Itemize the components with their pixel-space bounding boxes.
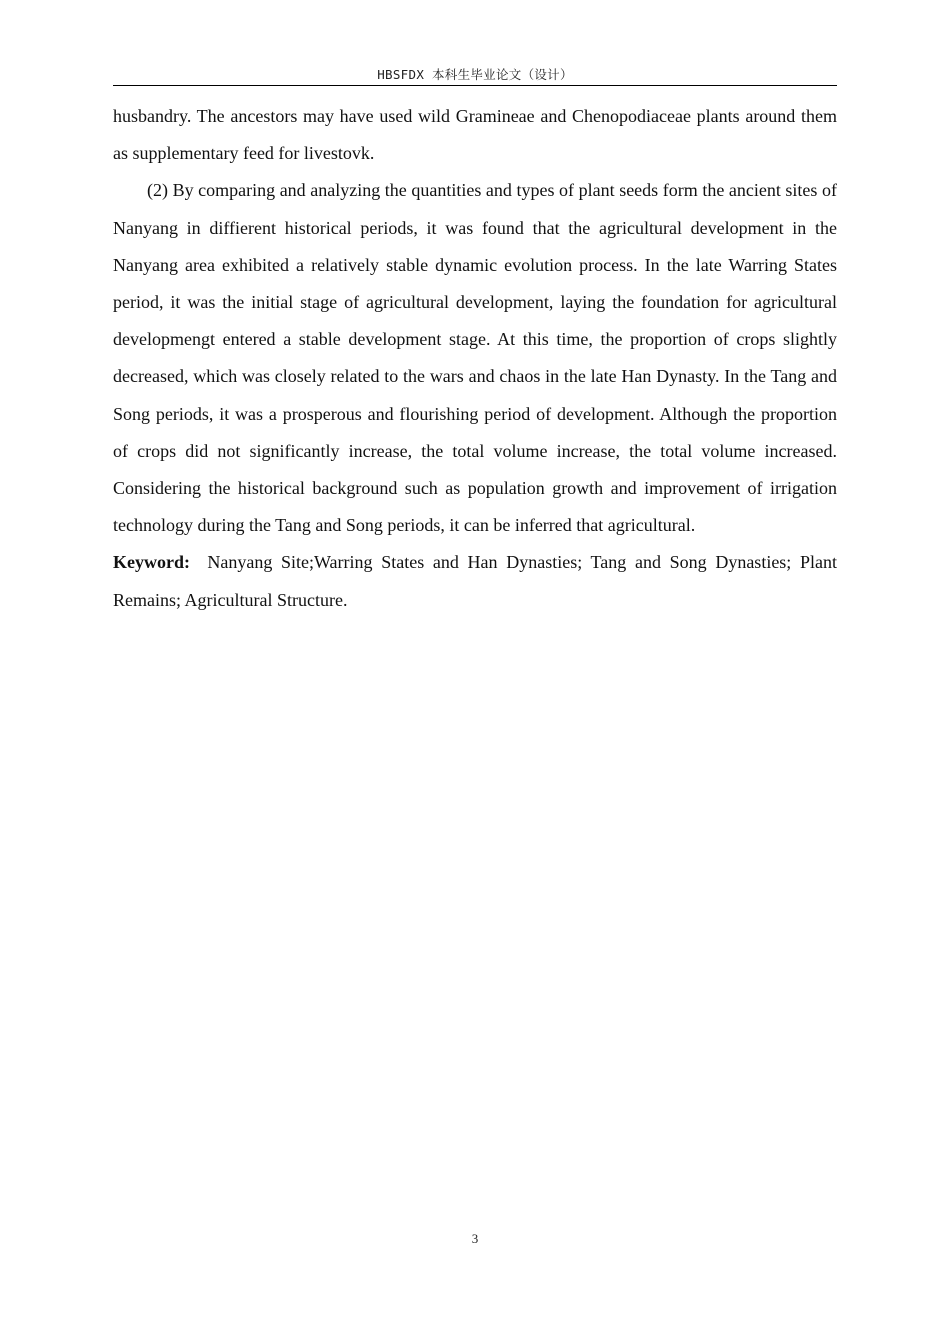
keyword-label: Keyword:: [113, 552, 190, 573]
page-number: 3: [471, 1231, 479, 1246]
paragraph-conclusion-2: (2) By comparing and analyzing the quantities and types of plant seeds form the ancient sites of Nanyang in diffierent historical periods, it was found that the agricultural development in the Nanyang area exhibited a relatively stable dynamic evolution process. In the late Warring States period, it was the initial stage of agricultural development, laying the foundation for agricultural developmengt entered a stable development stage. At this time, the proportion of crops slightly decreased, which was closely related to the wars and chaos in the late Han Dynasty. In the Tang and Song periods, it was a prosperous and flourishing period of development. Although the proportion of crops did not significantly increase, the total volume increase, the total volume increased. Considering the historical background such as population growth and improvement of irrigation technology during the Tang and Song periods, it can be inferred that agricultural.: [113, 180, 837, 536]
running-header: HBSFDX 本科生毕业论文（设计）: [377, 67, 573, 82]
keyword-text: Nanyang Site;Warring States and Han Dynasties; Tang and Song Dynasties; Plant Remains; Agricultural Structure.: [113, 552, 837, 610]
body-text: [113, 98, 837, 619]
header-rule: [113, 85, 837, 86]
paragraph-continuation: husbandry. The ancestors may have used wild Gramineae and Chenopodiaceae plants around them as supplementary feed for livestovk.: [113, 106, 837, 164]
keywords-line: [113, 544, 837, 618]
